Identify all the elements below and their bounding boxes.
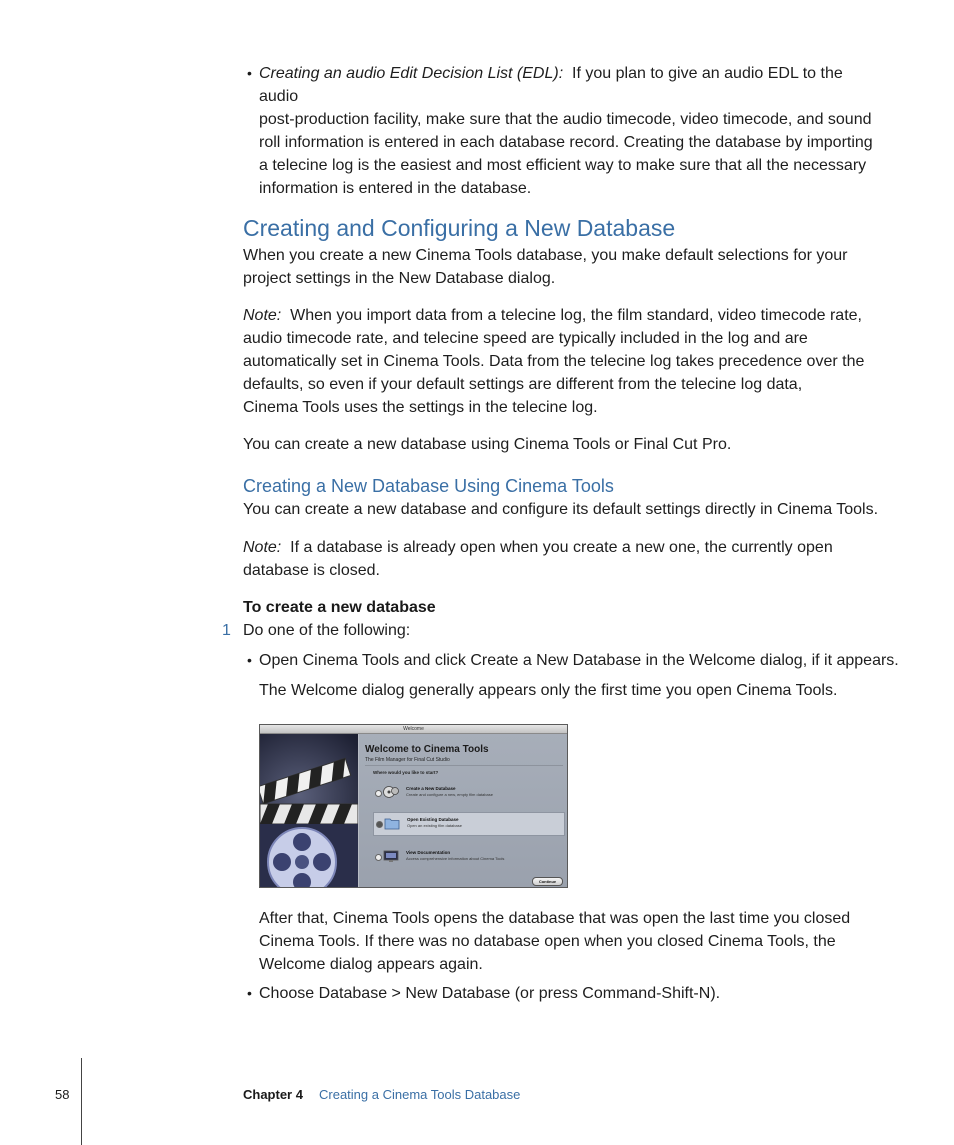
option-description: Create and configure a new, empty film database (406, 792, 493, 797)
option-description: Access comprehensive information about Cinema Tools (406, 856, 505, 861)
subsection-paragraph-1: You can create a new database and configure its default settings directly in Cinema Tools. (243, 501, 879, 518)
section-title: Creating and Configuring a New Database (243, 215, 676, 241)
intro-bullet-line-2: post-production facility, make sure that the audio timecode, video timecode, and sound (259, 111, 872, 128)
subsection-title: Creating a New Database Using Cinema Tools (243, 476, 614, 496)
intro-line-text: If you plan to give an audio EDL to the audio (259, 65, 843, 105)
option-create-new-database[interactable] (373, 782, 563, 804)
text-line: Cinema Tools uses the settings in the telecine log. (243, 399, 598, 416)
note-label: Note: (243, 539, 282, 556)
text-line: Cinema Tools. If there was no database open when you closed Cinema Tools, the (259, 933, 836, 950)
text-line: audio timecode rate, and telecine speed are typically included in the log and are (243, 330, 808, 347)
welcome-heading: Welcome to Cinema Tools (365, 744, 489, 755)
step-bullet-2: Choose Database > New Database (or press Command-Shift-N). (259, 985, 721, 1002)
intro-bullet-line-5: information is entered in the database. (259, 180, 532, 197)
note-text: If a database is already open when you create a new one, the currently open (290, 539, 833, 556)
intro-bullet-line-1 (259, 62, 879, 108)
radio-button[interactable] (375, 854, 382, 861)
bullet-marker: • (247, 985, 252, 1001)
text-line: Welcome dialog appears again. (259, 956, 483, 973)
intro-bullet-term: Creating an audio Edit Decision List (EDL): (259, 65, 564, 82)
step-number: 1 (222, 622, 231, 639)
text-line: When you create a new Cinema Tools database, you make default selections for your (243, 247, 848, 264)
welcome-subheading: The Film Manager for Final Cut Studio (365, 757, 450, 763)
text-line: automatically set in Cinema Tools. Data from the telecine log takes precedence over the (243, 353, 865, 370)
option-description: Open an existing film database (407, 823, 462, 828)
film-reel-icon (383, 785, 399, 799)
intro-bullet (259, 62, 879, 200)
section-note (243, 304, 883, 419)
note-label: Note: (243, 307, 282, 324)
text-line (243, 304, 883, 327)
step-bullet-1: Open Cinema Tools and click Create a New Database in the Welcome dialog, if it appears. (259, 652, 899, 669)
task-title: To create a new database (243, 599, 436, 616)
section-paragraph-1 (243, 244, 883, 290)
intro-bullet-line-3: roll information is entered in each database record. Creating the database by importing (259, 134, 873, 151)
text-line (243, 536, 883, 559)
start-question: Where would you like to start? (373, 770, 439, 775)
bullet-marker: • (247, 652, 252, 668)
footer-chapter-title: Creating a Cinema Tools Database (319, 1087, 521, 1102)
text-line: defaults, so even if your default settings are different from the telecine log data, (243, 376, 803, 393)
after-paragraph (259, 907, 899, 976)
continue-button[interactable]: Continue (532, 877, 563, 886)
option-name: Open Existing Database (407, 817, 459, 822)
intro-bullet-line-4: a telecine log is the easiest and most efficient way to make sure that all the necessary (259, 157, 867, 174)
option-name: View Documentation (406, 850, 451, 855)
radio-button[interactable] (375, 790, 382, 797)
option-open-existing-database[interactable] (373, 812, 565, 836)
page-number: 58 (55, 1087, 70, 1102)
text-line: database is closed. (243, 562, 380, 579)
documentation-icon (383, 849, 399, 863)
footer-chapter-label: Chapter 4 (243, 1087, 303, 1102)
option-view-documentation[interactable] (373, 846, 563, 868)
text-line: project settings in the New Database dialog. (243, 270, 556, 287)
clapboard-reel-icon (260, 734, 358, 887)
subsection-note (243, 536, 883, 582)
text-line: After that, Cinema Tools opens the database that was open the last time you closed (259, 910, 851, 927)
section-paragraph-2: You can create a new database using Cinema Tools or Final Cut Pro. (243, 436, 732, 453)
cinema-tools-artwork (260, 734, 358, 887)
divider (365, 765, 563, 766)
radio-button[interactable] (376, 821, 383, 828)
welcome-dialog-screenshot (259, 724, 568, 888)
window-title: Welcome (260, 725, 567, 734)
step-bullet-1-followup: The Welcome dialog generally appears only the first time you open Cinema Tools. (259, 682, 838, 699)
footer-divider (81, 1058, 82, 1145)
welcome-panel (359, 734, 567, 887)
step-text: Do one of the following: (243, 622, 411, 639)
folder-icon (384, 816, 400, 830)
bullet-marker: • (247, 65, 252, 81)
note-text: When you import data from a telecine log, the film standard, video timecode rate, (290, 307, 862, 324)
option-name: Create a New Database (406, 786, 456, 791)
